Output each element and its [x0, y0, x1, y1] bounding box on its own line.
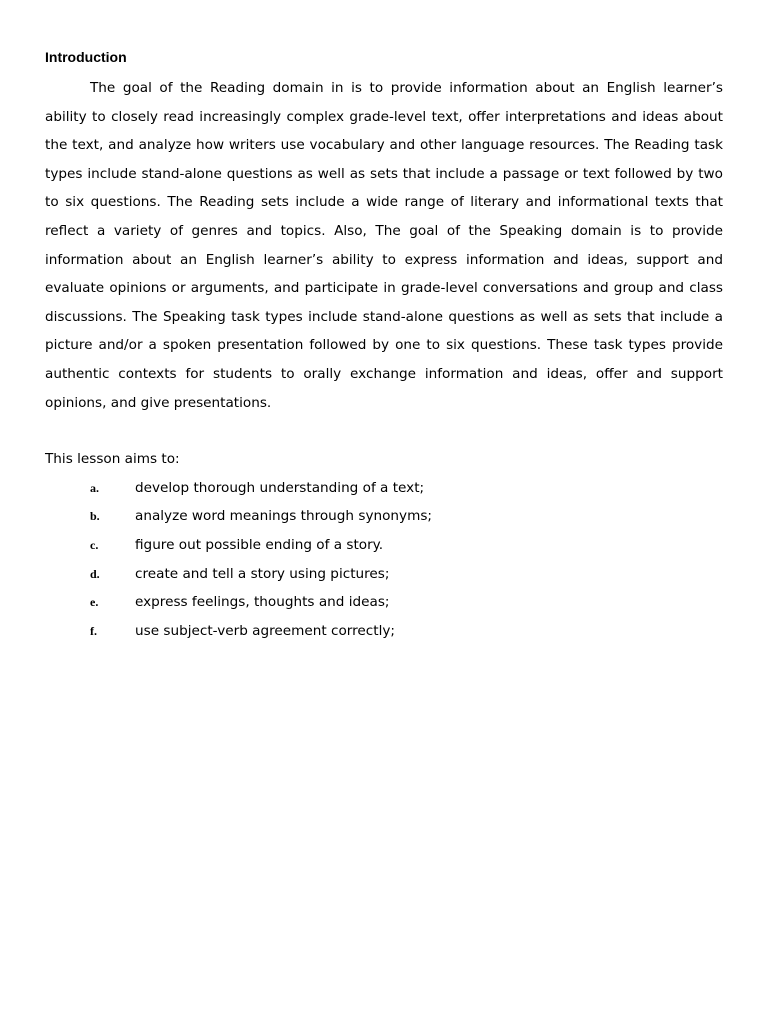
- list-item: [45, 502, 723, 531]
- list-item: [45, 560, 723, 589]
- list-item-text: create and tell a story using pictures;: [135, 565, 390, 582]
- list-item-letter: a.: [90, 480, 99, 495]
- list-item: [45, 588, 723, 617]
- list-item-letter: d.: [90, 566, 100, 581]
- list-item-letter: c.: [90, 537, 99, 552]
- list-item-letter: e.: [90, 595, 99, 610]
- list-item-letter: f.: [90, 623, 97, 638]
- intro-paragraph: The goal of the Reading domain in is to provide information about an English learner’s ability to closely read increasingly complex grade-level text, offer interpretations and ideas about the text, and analyze how writers use vocabulary and other language resources. The Reading task types include stand-alone questions as well as sets that include a passage or text followed by two to six questions. The Reading sets include a wide range of literary and informational texts that reflect a variety of genres and topics. Also, The goal of the Speaking domain is to provide information about an English learner’s ability to express information and ideas, support and evaluate opinions or arguments, and participate in grade-level conversations and group and class discussions. The Speaking task types include stand-alone questions as well as sets that include a picture and/or a spoken presentation followed by one to six questions. These task types provide authentic contexts for students to orally exchange information and ideas, offer and support opinions, and give presentations.: [45, 80, 723, 411]
- list-item: [45, 617, 723, 646]
- aims-lead-text: This lesson aims to:: [45, 451, 180, 468]
- document-page: [45, 46, 723, 645]
- list-item-text: figure out possible ending of a story.: [135, 536, 384, 553]
- section-heading: Introduction: [45, 49, 127, 65]
- list-item: [45, 531, 723, 560]
- list-item: [45, 474, 723, 503]
- list-item-text: develop thorough understanding of a text;: [135, 479, 425, 496]
- list-item-text: use subject-verb agreement correctly;: [135, 622, 395, 639]
- aims-list: [45, 474, 723, 646]
- list-item-letter: b.: [90, 509, 100, 524]
- list-item-text: analyze word meanings through synonyms;: [135, 508, 432, 525]
- list-item-text: express feelings, thoughts and ideas;: [135, 594, 390, 611]
